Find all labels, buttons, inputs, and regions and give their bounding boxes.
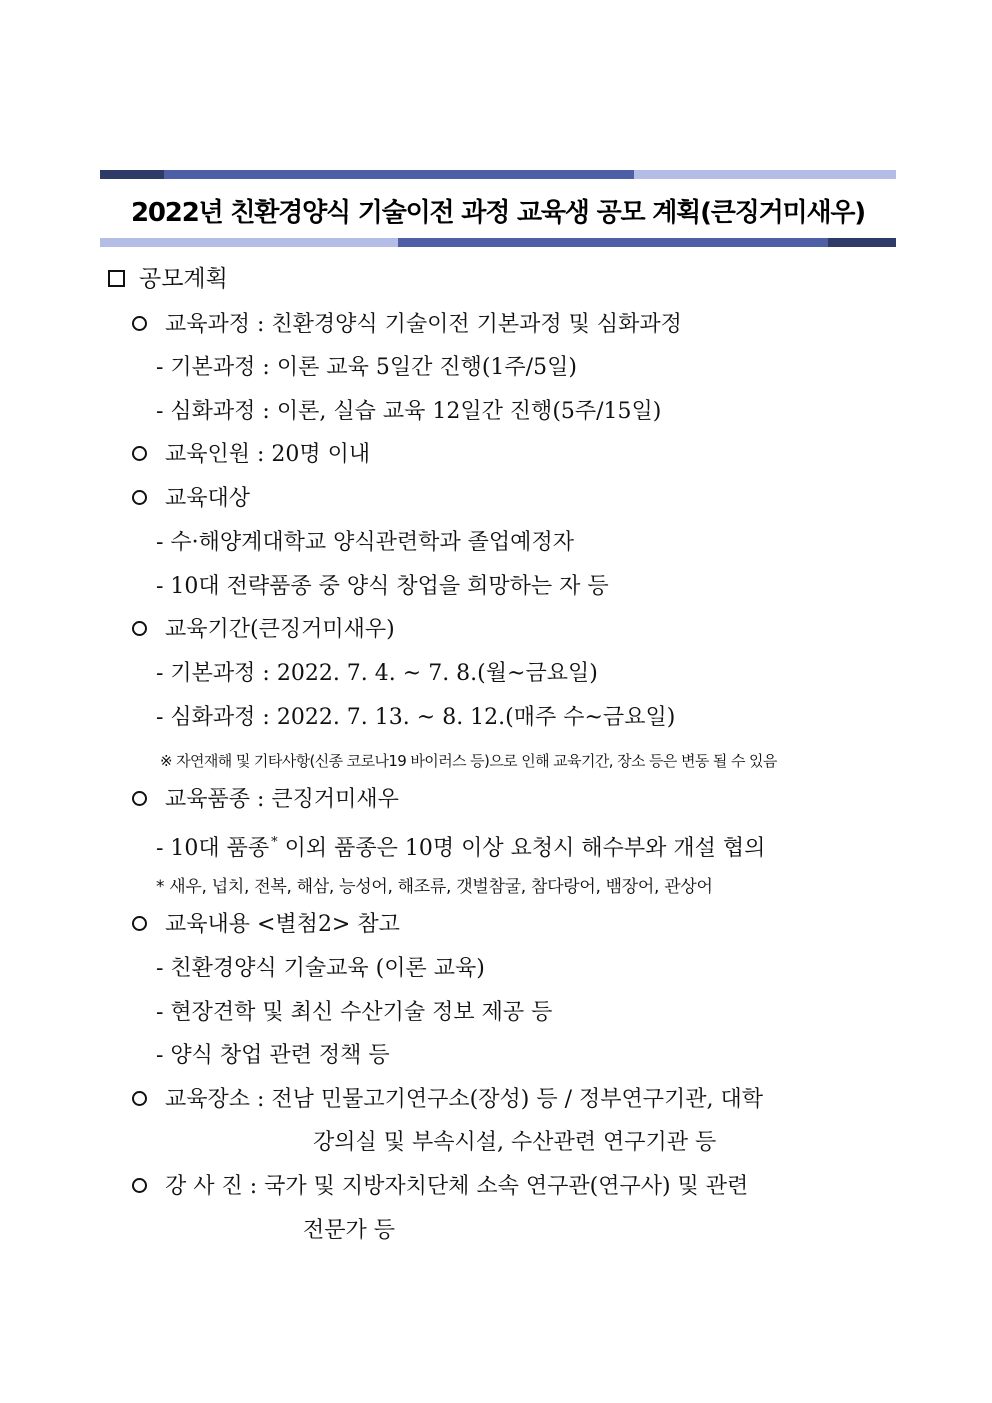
period-basic: - 기본과정 : 2022. 7. 4. ~ 7. 8.(월~금요일) bbox=[156, 661, 598, 686]
content-sub-2: - 현장견학 및 최신 수산기술 정보 제공 등 bbox=[156, 1000, 553, 1025]
instructors-item: 강 사 진 : 국가 및 지방자치단체 소속 연구관(연구사) 및 관련 bbox=[132, 1172, 748, 1202]
section-heading: 공모계획 bbox=[108, 264, 228, 294]
instructors-continuation: 전문가 등 bbox=[303, 1218, 396, 1243]
target-sub-1: - 수·해양계대학교 양식관련학과 졸업예정자 bbox=[156, 530, 574, 555]
square-bullet-icon bbox=[108, 270, 125, 287]
course-advanced: - 심화과정 : 이론, 실습 교육 12일간 진행(5주/15일) bbox=[156, 399, 662, 424]
course-item: 교육과정 : 친환경양식 기술이전 기본과정 및 심화과정 bbox=[132, 310, 682, 340]
circle-bullet-icon bbox=[132, 621, 147, 636]
target-sub-2: - 10대 전략품종 중 양식 창업을 희망하는 자 등 bbox=[156, 574, 609, 599]
venue-continuation: 강의실 및 부속시설, 수산관련 연구기관 등 bbox=[313, 1130, 717, 1155]
document-title: 2022년 친환경양식 기술이전 과정 교육생 공모 계획(큰징거미새우) bbox=[131, 198, 865, 228]
period-item: 교육기간(큰징거미새우) bbox=[132, 615, 395, 645]
circle-bullet-icon bbox=[132, 791, 147, 806]
period-advanced: - 심화과정 : 2022. 7. 13. ~ 8. 12.(매주 수~금요일) bbox=[156, 705, 676, 730]
content-item: 교육내용 <별첨2> 참고 bbox=[132, 910, 400, 940]
circle-bullet-icon bbox=[132, 446, 147, 461]
species-footnote: * 새우, 넙치, 전복, 해삼, 능성어, 해조류, 갯벌참굴, 참다랑어, 뱀장어, 관상어 bbox=[156, 877, 713, 897]
course-basic: - 기본과정 : 이론 교육 5일간 진행(1주/5일) bbox=[156, 355, 577, 380]
circle-bullet-icon bbox=[132, 316, 147, 331]
target-item: 교육대상 bbox=[132, 484, 250, 514]
title-bottom-bar bbox=[100, 238, 896, 247]
species-item: 교육품종 : 큰징거미새우 bbox=[132, 785, 399, 815]
circle-bullet-icon bbox=[132, 1091, 147, 1106]
content-sub-3: - 양식 창업 관련 정책 등 bbox=[156, 1043, 390, 1068]
period-note: ※ 자연재해 및 기타사항(신종 코로나19 바이러스 등)으로 인해 교육기간, 장소 등은 변동 될 수 있음 bbox=[160, 752, 777, 770]
headcount-item: 교육인원 : 20명 이내 bbox=[132, 440, 370, 470]
content-sub-1: - 친환경양식 기술교육 (이론 교육) bbox=[156, 956, 485, 981]
circle-bullet-icon bbox=[132, 916, 147, 931]
circle-bullet-icon bbox=[132, 490, 147, 505]
circle-bullet-icon bbox=[132, 1178, 147, 1193]
title-top-bar bbox=[100, 170, 896, 179]
venue-item: 교육장소 : 전남 민물고기연구소(장성) 등 / 정부연구기관, 대학 bbox=[132, 1085, 763, 1115]
species-note: - 10대 품종 * 이외 품종은 10명 이상 요청시 해수부와 개설 협의 bbox=[156, 835, 766, 861]
